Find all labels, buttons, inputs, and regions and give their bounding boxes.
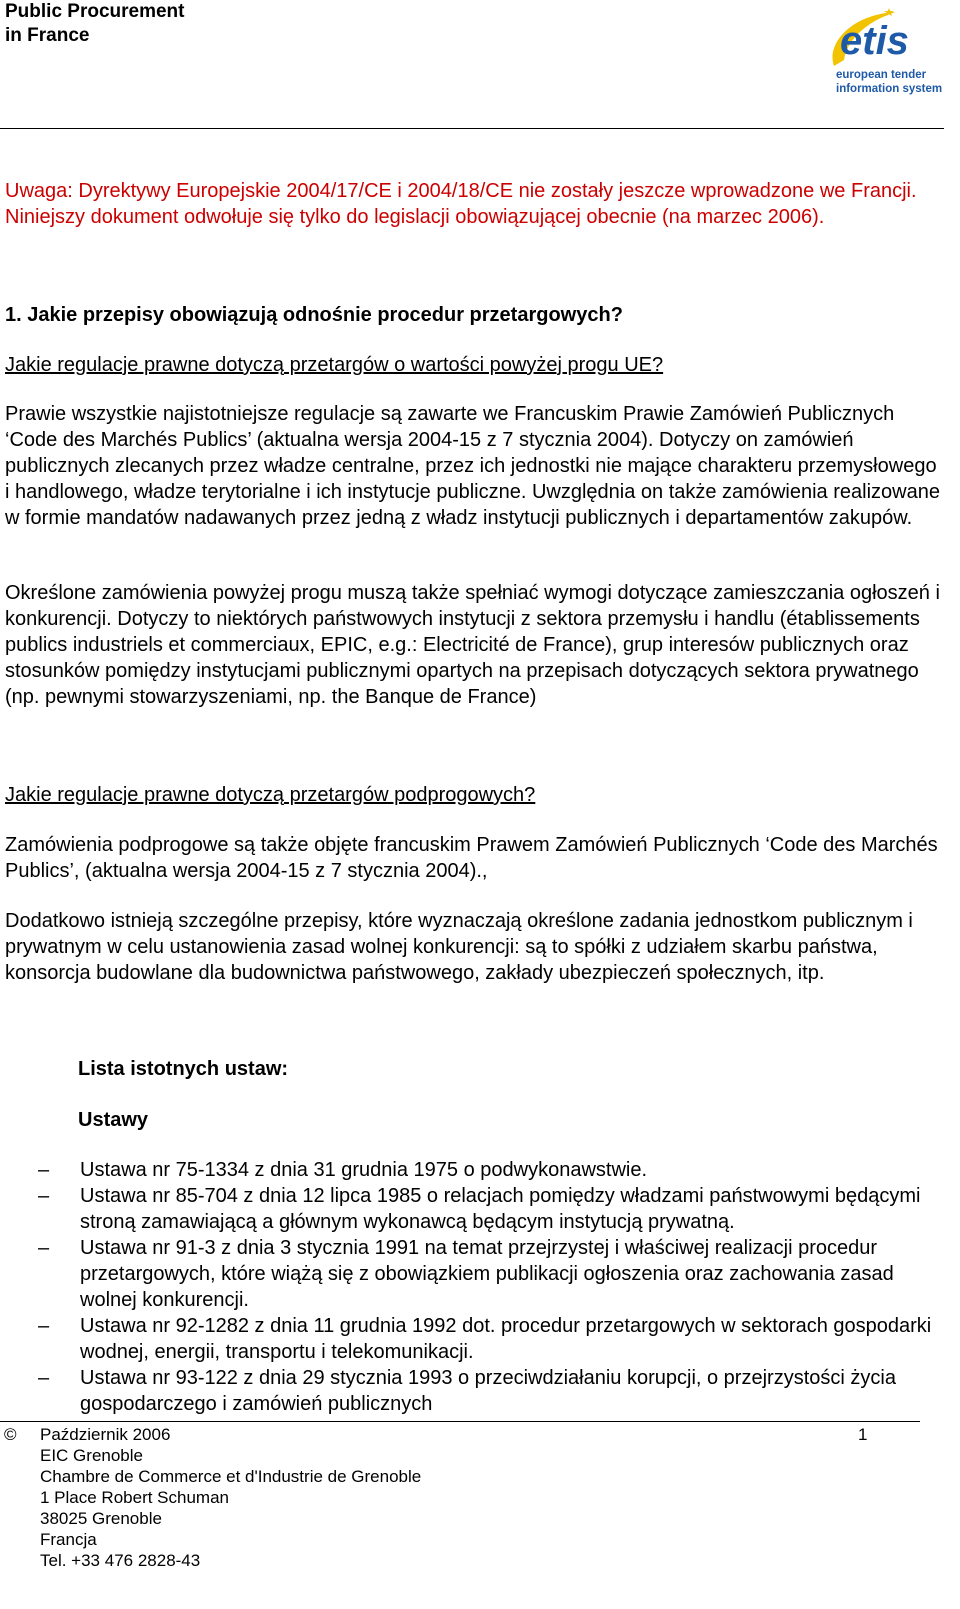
paragraph-below-threshold: Zamówienia podprogowe są także objęte francuskim Prawem Zamówień Publicznych ‘Code des Marchés Publics’, (aktualna wersja 2004-15 z 7 stycznia 2004)., xyxy=(5,834,938,882)
logo-subtitle-2: information system xyxy=(836,83,943,95)
footer-chamber: Chambre de Commerce et d'Industrie de Grenoble xyxy=(40,1467,422,1486)
footer-address xyxy=(40,1424,421,1571)
law-item-text: Ustawa nr 75-1334 z dnia 31 grudnia 1975 o podwykonawstwie. xyxy=(80,1159,648,1181)
notice-text: Uwaga: Dyrektywy Europejskie 2004/17/CE i 2004/18/CE nie zostały jeszcze wprowadzone we Francji. Niniejszy dokument odwołuje się tylko do legislacji obowiązującej obecnie (na marzec 2006). xyxy=(5,180,917,228)
footer-date: Październik 2006 xyxy=(40,1425,171,1444)
header-divider xyxy=(0,128,944,129)
etis-logo xyxy=(826,4,956,104)
laws-list xyxy=(38,1157,938,1417)
laws-group-title: Ustawy xyxy=(78,1109,149,1131)
list-item xyxy=(38,1183,938,1235)
laws-list-title: Lista istotnych ustaw: xyxy=(78,1058,289,1080)
list-item xyxy=(38,1365,938,1417)
header-title-line1: Public Procurement xyxy=(5,1,185,22)
list-item xyxy=(38,1313,938,1365)
document-header-title xyxy=(5,0,185,48)
footer-country: Francja xyxy=(40,1530,97,1549)
list-item xyxy=(38,1157,938,1183)
footer-city: 38025 Grenoble xyxy=(40,1509,162,1528)
logo-subtitle-1: european tender xyxy=(836,69,927,81)
list-bullet: – xyxy=(38,1159,50,1181)
list-bullet: – xyxy=(38,1237,50,1259)
subheading-above-threshold: Jakie regulacje prawne dotyczą przetargów o wartości powyżej progu UE? xyxy=(5,354,664,376)
header-title-line2: in France xyxy=(5,25,90,46)
subheading-below-threshold: Jakie regulacje prawne dotyczą przetargów podprogowych? xyxy=(5,784,536,806)
footer-phone: Tel. +33 476 2828-43 xyxy=(40,1551,201,1570)
section-heading: 1. Jakie przepisy obowiązują odnośnie procedur przetargowych? xyxy=(5,304,623,326)
logo-word: etis xyxy=(840,19,909,63)
law-item-text: Ustawa nr 85-704 z dnia 12 lipca 1985 o relacjach pomiędzy władzami państwowymi będącymi stroną zamawiającą a głównym wykonawcą będącym instytucją prywatną. xyxy=(80,1185,921,1233)
law-item-text: Ustawa nr 93-122 z dnia 29 stycznia 1993 o przeciwdziałaniu korupcji, o przejrzystości życia gospodarczego i zamówień publicznych xyxy=(80,1367,896,1415)
law-item-text: Ustawa nr 92-1282 z dnia 11 grudnia 1992 dot. procedur przetargowych w sektorach gospodarki wodnej, energii, transportu i telekomunikacji. xyxy=(80,1315,932,1363)
footer-divider xyxy=(0,1421,920,1422)
copyright-icon: © xyxy=(4,1425,17,1444)
footer-org: EIC Grenoble xyxy=(40,1446,143,1465)
page-number: 1 xyxy=(858,1425,868,1444)
paragraph-special-rules: Dodatkowo istnieją szczególne przepisy, które wyznaczają określone zadania jednostkom publicznym i prywatnym w celu ustanowienia zasad wolnej konkurencji: są to spółki z udziałem skarbu państwa, konsorcja budowlane dla budownictwa państwowego, zakłady ubezpieczeń społecznych, itp. xyxy=(5,910,913,984)
list-item xyxy=(38,1235,938,1313)
law-item-text: Ustawa nr 91-3 z dnia 3 stycznia 1991 na temat przejrzystej i właściwej realizacji procedur przetargowych, które wiążą się z obowiązkiem publikacji ogłoszenia oraz zachowania zasad wolnej konkurencji. xyxy=(80,1237,894,1311)
list-bullet: – xyxy=(38,1367,50,1389)
paragraph-code-marches: Prawie wszystkie najistotniejsze regulacje są zawarte we Francuskim Prawie Zamówień Publicznych ‘Code des Marchés Publics’ (aktualna wersja 2004-15 z 7 stycznia 2004). Dotyczy on zamówień publicznych zlecanych przez władze centralne, przez ich jednostki nie mające charakteru przemysłowego i handlowego, władze terytorialne i ich instytucje publiczne. Uwzględnia on także zamówienia realizowane w formie mandatów nadawanych przez jedną z władz instytucji publicznych i departamentów zakupów. xyxy=(5,403,940,529)
list-bullet: – xyxy=(38,1185,50,1207)
list-bullet: – xyxy=(38,1315,50,1337)
footer-street: 1 Place Robert Schuman xyxy=(40,1488,229,1507)
paragraph-above-threshold-requirements: Określone zamówienia powyżej progu muszą także spełniać wymogi dotyczące zamieszczania ogłoszeń i konkurencji. Dotyczy to niektórych państwowych instytucji z sektora przemysłu i handlu (établissements publics industriels et commerciaux, EPIC, e.g.: Electricité de France), grup interesów publicznych oraz stosunków pomiędzy instytucjami publicznymi opartych na przepisach dotyczących sektora prywatnego (np. pewnymi stowarzyszeniami, np. the Banque de France) xyxy=(5,582,940,708)
